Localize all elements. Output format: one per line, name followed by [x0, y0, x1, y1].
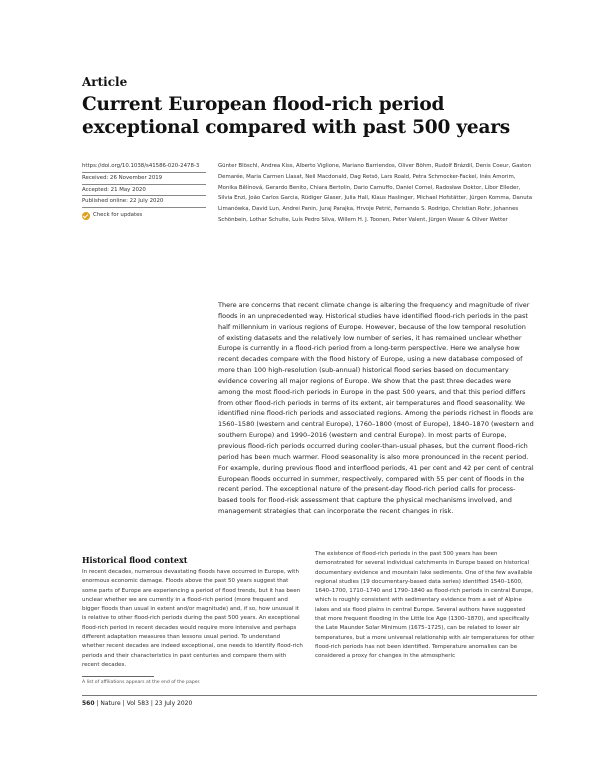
- footer-divider: [82, 695, 537, 696]
- footer-separator: |: [122, 700, 127, 707]
- author-list: Günter Blöschl, Andrea Kiss, Alberto Viglione, Mariano Barriendos, Oliver Böhm, Rudolf Brázdil, Denis Coeur, Gaston Demarée, Maria Carmen Llasat, Neil Macdonald, Dag Retsö, Lars Roald, Petra Schmocker-Fackel, Inês Amorim, Monika Bělínová, Gerardo Benito, Chiara Bertolin, Dario Camuffo, Daniel Cornel, Radosław Doktor, Líbor Elleder, Silvia Enzi, João Carlos Garcia, Rüdiger Glaser, Julia Hall, Klaus Haslinger, Michael Hofstätter, Jürgen Komma, Danuta Limanówka, David Lun, Andrei Panin, Juraj Parajka, Hrvoje Petrić, Fernando S. Rodrigo, Christian Rohr, Johannes Schönbein, Lothar Schulte, Luís Pedro Silva, Willem H. J. Toonen, Peter Valent, Jürgen Waser & Oliver Wetter: [218, 163, 533, 223]
- body-column-right: The existence of flood-rich periods in the past 500 years has been demonstrated for several individual catchments in Europe based on historical documentary evidence and mountain lake sediments. One of the few available regional studies (19 documentary-based data series) identified 1540–1600, 1640–1700, 1710–1740 and 1790–1840 as flood-rich periods in central Europe, which is roughly consistent with sedimentary evidence from a set of Alpine lakes and six flood plains in central Europe. Several authors have suggested that more frequent flooding in the Little Ice Age (1300–1870), and specifically the Late Maunder Solar Minimum (1675–1725), can be related to lower air temperatures, but a more universal relationship with air temperatures for other flood-rich periods has not been identified. Temperature anomalies can be considered a proxy for changes in the atmospheric: [315, 551, 535, 660]
- footer-separator: |: [150, 700, 155, 707]
- affiliations-footnote: A list of affiliations appears at the end of the paper.: [82, 680, 201, 685]
- received-date: Received: 26 November 2019: [82, 172, 206, 184]
- page-footer: [82, 700, 192, 707]
- check-for-updates-button[interactable]: [82, 207, 206, 221]
- issue-date: 23 July 2020: [154, 700, 193, 707]
- article-type-label: Article: [82, 75, 128, 89]
- paper-title: Current European flood-rich period exceptional compared with past 500 years: [82, 94, 511, 138]
- journal-volume: Vol 583: [126, 700, 149, 707]
- journal-name: Nature: [100, 700, 121, 707]
- body-column-left: In recent decades, numerous devastating floods have occurred in Europe, with enormous economic damage. Floods above the past 50 years suggest that some parts of Europe are experiencing a period of flood trends, but it has been unclear whether we are currently in a flood-rich period (more frequent and bigger floods than usual in extent and/or magnitude) and, if so, how unusual it is relative to other flood-rich periods during the past 500 years. An exceptional flood-rich period in recent decades would require more intensive and perhaps different adaptation measures than lessons usual period. To understand whether recent decades are indeed exceptional, one needs to identify flood-rich periods and their characteristics in past centuries and compare them with recent decades.: [82, 569, 303, 668]
- doi-link[interactable]: https://doi.org/10.1038/s41586-020-2478-3: [82, 163, 200, 169]
- page-number: 560: [82, 700, 95, 707]
- abstract: There are concerns that recent climate change is altering the frequency and magnitude of river floods in an unprecedented way. Historical studies have identified flood-rich periods in the past half millennium in various regions of Europe. However, because of the low temporal resolution of existing datasets and the relatively low number of series, it has remained unclear whether Europe is currently in a flood-rich period from a long-term perspective. Here we analyse how recent decades compare with the flood history of Europe, using a new database composed of more than 100 high-resolution (sub-annual) historical flood series based on documentary evidence covering all major regions of Europe. We show that the past three decades were among the most flood-rich periods in Europe in the past 500 years, and that this period differs from other flood-rich periods in terms of its extent, air temperatures and flood seasonality. We identified nine flood-rich periods and associated regions. Among the periods richest in floods are 1560–1580 (western and central Europe), 1760–1800 (most of Europe), 1840–1870 (western and southern Europe) and 1990–2016 (western and central Europe). In most parts of Europe, previous flood-rich periods occurred during cooler-than-usual phases, but the current flood-rich period has been much warmer. Flood seasonality is also more pronounced in the recent period. For example, during previous flood and interflood periods, 41 per cent and 42 per cent of central European floods occurred in summer, respectively, compared with 55 per cent of floods in the recent period. The exceptional nature of the present-day flood-rich period calls for process-based tools for flood-risk assessment that capture the physical mechanisms involved, and management strategies that can incorporate the recent changes in risk.: [218, 301, 534, 516]
- section-heading: Historical flood context: [82, 555, 188, 565]
- footer-separator: |: [96, 700, 101, 707]
- footnote-divider: [82, 676, 154, 677]
- check-updates-icon: [82, 212, 90, 220]
- check-updates-label: Check for updates: [93, 212, 143, 219]
- published-date: Published online: 22 July 2020: [82, 195, 206, 207]
- article-metadata: [82, 161, 206, 221]
- accepted-date: Accepted: 21 May 2020: [82, 184, 206, 196]
